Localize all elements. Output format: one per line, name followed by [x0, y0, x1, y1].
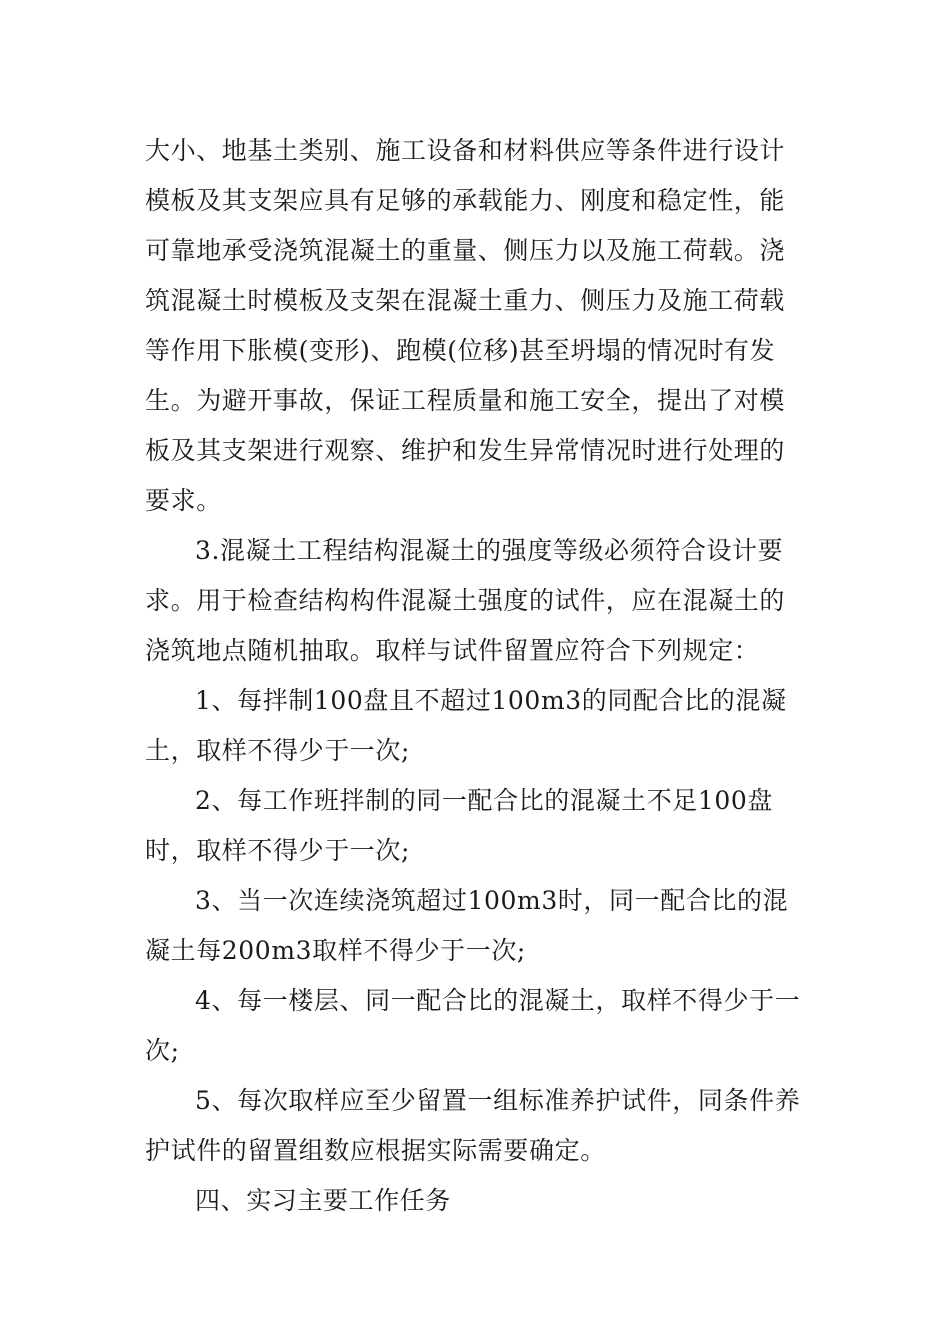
list-item-rule-4: 4、每一楼层、同一配合比的混凝土，取样不得少于一次; — [145, 986, 801, 1065]
list-item-rule-3: 3、当一次连续浇筑超过100m3时，同一配合比的混凝土每200m3取样不得少于一次; — [145, 886, 789, 965]
paragraph-concrete-strength: 3.混凝土工程结构混凝土的强度等级必须符合设计要求。用于检查结构构件混凝土强度的试件，应在混凝土的浇筑地点随机抽取。取样与试件留置应符合下列规定： — [145, 536, 786, 665]
list-item-rule-5: 5、每次取样应至少留置一组标准养护试件，同条件养护试件的留置组数应根据实际需要确定。 — [145, 1086, 801, 1165]
document-body — [145, 126, 810, 1226]
paragraph-continuation: 大小、地基土类别、施工设备和材料供应等条件进行设计模板及其支架应具有足够的承载能力、刚度和稳定性，能可靠地承受浇筑混凝土的重量、侧压力以及施工荷载。浇筑混凝土时模板及支架在混凝土重力、侧压力及施工荷载等作用下胀模(变形)、跑模(位移)甚至坍塌的情况时有发生。为避开事故，保证工程质量和施工安全，提出了对模板及其支架进行观察、维护和发生异常情况时进行处理的要求。 — [145, 136, 786, 515]
list-item-rule-2: 2、每工作班拌制的同一配合比的混凝土不足100盘时，取样不得少于一次; — [145, 786, 774, 865]
list-item-rule-1: 1、每拌制100盘且不超过100m3的同配合比的混凝土，取样不得少于一次; — [145, 686, 787, 765]
section-heading: 四、实习主要工作任务 — [195, 1186, 452, 1215]
